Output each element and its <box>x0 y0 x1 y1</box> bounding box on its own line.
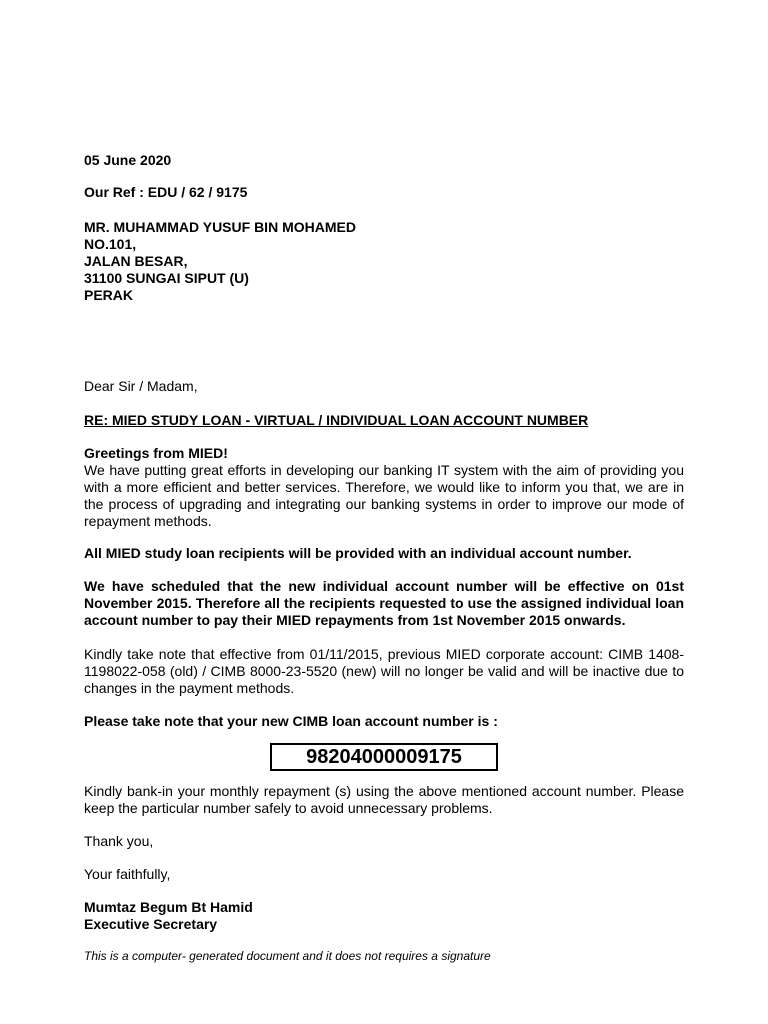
subject-line: RE: MIED STUDY LOAN - VIRTUAL / INDIVIDUAL LOAN ACCOUNT NUMBER <box>84 412 589 428</box>
computer-generated-note: This is a computer- generated document and it does not requires a signature <box>84 949 491 963</box>
new-account-intro: Please take note that your new CIMB loan account number is : <box>84 713 498 729</box>
address-line: NO.101, <box>84 236 137 252</box>
greeting: Greetings from MIED! <box>84 445 228 461</box>
individual-account-paragraph: All MIED study loan recipients will be provided with an individual account number. <box>84 545 632 561</box>
recipient-name: MR. MUHAMMAD YUSUF BIN MOHAMED <box>84 219 356 235</box>
bank-in-instruction: Kindly bank-in your monthly repayment (s) using the above mentioned account number. Please keep the particular number safely to avoid unnecessary problems. <box>84 783 684 816</box>
closing-sign-off: Your faithfully, <box>84 866 171 882</box>
address-line: 31100 SUNGAI SIPUT (U) <box>84 270 249 286</box>
closing-thanks: Thank you, <box>84 833 154 849</box>
intro-paragraph: We have putting great efforts in developing our banking IT system with the aim of providing you with a more efficient and better services. Therefore, we would like to inform you that, we are in the process of upgrading and integrating our banking systems in order to improve our mode of repayment methods. <box>84 462 684 529</box>
account-number-box: 98204000009175 <box>270 743 498 771</box>
salutation: Dear Sir / Madam, <box>84 378 198 394</box>
signatory-name: Mumtaz Begum Bt Hamid <box>84 899 253 915</box>
address-line: PERAK <box>84 287 134 303</box>
effective-date-paragraph: We have scheduled that the new individual account number will be effective on 01st November 2015. Therefore all the recipients requested to use the assigned individual loan account number to pay their MIED repayments from 1st November 2015 onwards. <box>84 578 684 628</box>
previous-account-paragraph: Kindly take note that effective from 01/11/2015, previous MIED corporate account: CIMB 1408-1198022-058 (old) / CIMB 8000-23-5520 (new) will no longer be valid and will be inactive due to changes in the payment methods. <box>84 646 684 696</box>
letter-date: 05 June 2020 <box>84 152 172 168</box>
reference-number: Our Ref : EDU / 62 / 9175 <box>84 184 248 200</box>
address-line: JALAN BESAR, <box>84 253 188 269</box>
signatory-title: Executive Secretary <box>84 916 218 932</box>
